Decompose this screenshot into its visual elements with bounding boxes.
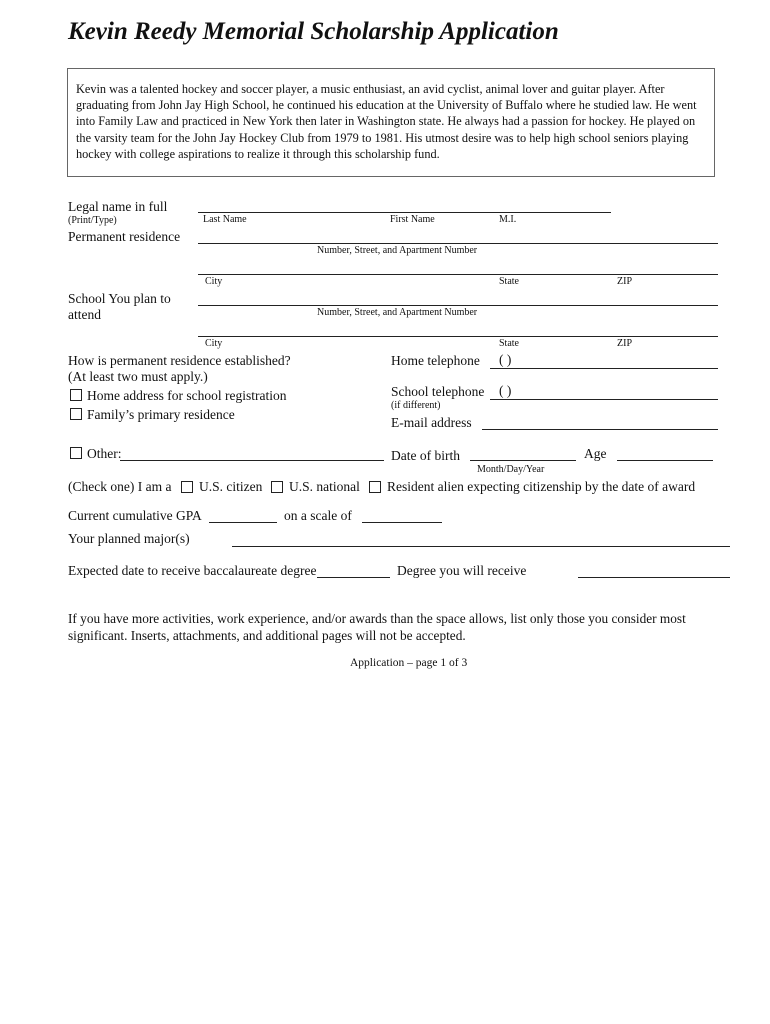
email-field[interactable] — [482, 429, 718, 430]
residence-city-field[interactable] — [198, 274, 718, 275]
us-national-checkbox[interactable] — [271, 481, 283, 493]
legal-name-field[interactable] — [198, 212, 611, 213]
dob-field[interactable] — [470, 460, 576, 461]
page-title: Kevin Reedy Memorial Scholarship Application — [68, 18, 559, 45]
us-national-label: U.S. national — [289, 479, 360, 494]
home-phone-area-code: ( ) — [499, 352, 512, 367]
gpa-scale-field[interactable] — [362, 522, 442, 523]
gpa-scale-label: on a scale of — [284, 508, 352, 523]
mi-caption: M.I. — [499, 214, 517, 225]
school-zip-caption: ZIP — [617, 338, 632, 349]
resident-alien-label: Resident alien expecting citizenship by the date of award — [387, 479, 696, 494]
expected-date-label: Expected date to receive baccalaureate degree — [68, 563, 317, 578]
gpa-field[interactable] — [209, 522, 277, 523]
other-checkbox[interactable] — [70, 447, 82, 459]
school-street-field[interactable] — [198, 305, 718, 306]
expected-date-field[interactable] — [317, 577, 390, 578]
school-phone-hint: (if different) — [391, 400, 441, 411]
home-address-label: Home address for school registration — [87, 388, 287, 403]
school-phone-label: School telephone — [391, 384, 485, 399]
residence-zip-caption: ZIP — [617, 276, 632, 287]
gpa-label: Current cumulative GPA — [68, 508, 202, 523]
dob-format-caption: Month/Day/Year — [477, 464, 545, 475]
age-label: Age — [584, 446, 607, 461]
major-label: Your planned major(s) — [68, 531, 190, 546]
school-phone-area-code: ( ) — [499, 383, 512, 398]
residence-state-caption: State — [499, 276, 519, 287]
school-state-caption: State — [499, 338, 519, 349]
other-label: Other: — [87, 446, 122, 461]
school-city-field[interactable] — [198, 336, 718, 337]
home-phone-label: Home telephone — [391, 353, 480, 368]
residence-street-field[interactable] — [198, 243, 718, 244]
last-name-caption: Last Name — [203, 214, 247, 225]
degree-field[interactable] — [578, 577, 730, 578]
us-citizen-label: U.S. citizen — [199, 479, 263, 494]
residence-city-caption: City — [205, 276, 223, 287]
permanent-residence-label: Permanent residence — [68, 229, 181, 244]
established-question: How is permanent residence established? — [68, 353, 291, 368]
page-number: Application – page 1 of 3 — [350, 657, 468, 669]
family-residence-checkbox[interactable] — [70, 408, 82, 420]
established-hint: (At least two must apply.) — [68, 369, 208, 384]
school-phone-field[interactable] — [490, 399, 718, 400]
family-residence-label: Family’s primary residence — [87, 407, 235, 422]
legal-name-label: Legal name in full — [68, 199, 168, 214]
other-field[interactable] — [120, 460, 384, 461]
dob-label: Date of birth — [391, 448, 460, 463]
first-name-caption: First Name — [390, 214, 435, 225]
instructions-note: If you have more activities, work experience, and/or awards than the space allows, list only those you consider most significant. Inserts, attachments, and additional pages will not be accepted. — [68, 611, 686, 643]
age-field[interactable] — [617, 460, 713, 461]
school-label-line2: attend — [68, 307, 101, 322]
degree-label: Degree you will receive — [397, 563, 527, 578]
bio-text: Kevin was a talented hockey and soccer player, a music enthusiast, an avid cyclist, animal lover and guitar player. After graduating from John Jay High School, he continued his education at the University of Buffalo where he studied law. He went into Family Law and practiced in New York then later in Washington state. He always had a passion for hockey. He played on the varsity team for the John Jay Hockey Club from 1979 to 1981. His utmost desire was to help high school seniors playing hockey with college aspirations to realize it through this scholarship fund. — [76, 82, 697, 161]
print-type-label: (Print/Type) — [68, 215, 117, 226]
bio-box — [67, 68, 715, 177]
home-phone-field[interactable] — [490, 368, 718, 369]
citizenship-prefix: (Check one) I am a — [68, 479, 172, 494]
resident-alien-checkbox[interactable] — [369, 481, 381, 493]
school-label-line1: School You plan to — [68, 291, 171, 306]
home-address-checkbox[interactable] — [70, 389, 82, 401]
residence-street-caption: Number, Street, and Apartment Number — [317, 245, 478, 256]
school-street-caption: Number, Street, and Apartment Number — [317, 307, 478, 318]
school-city-caption: City — [205, 338, 223, 349]
email-label: E-mail address — [391, 415, 472, 430]
major-field[interactable] — [232, 546, 730, 547]
us-citizen-checkbox[interactable] — [181, 481, 193, 493]
